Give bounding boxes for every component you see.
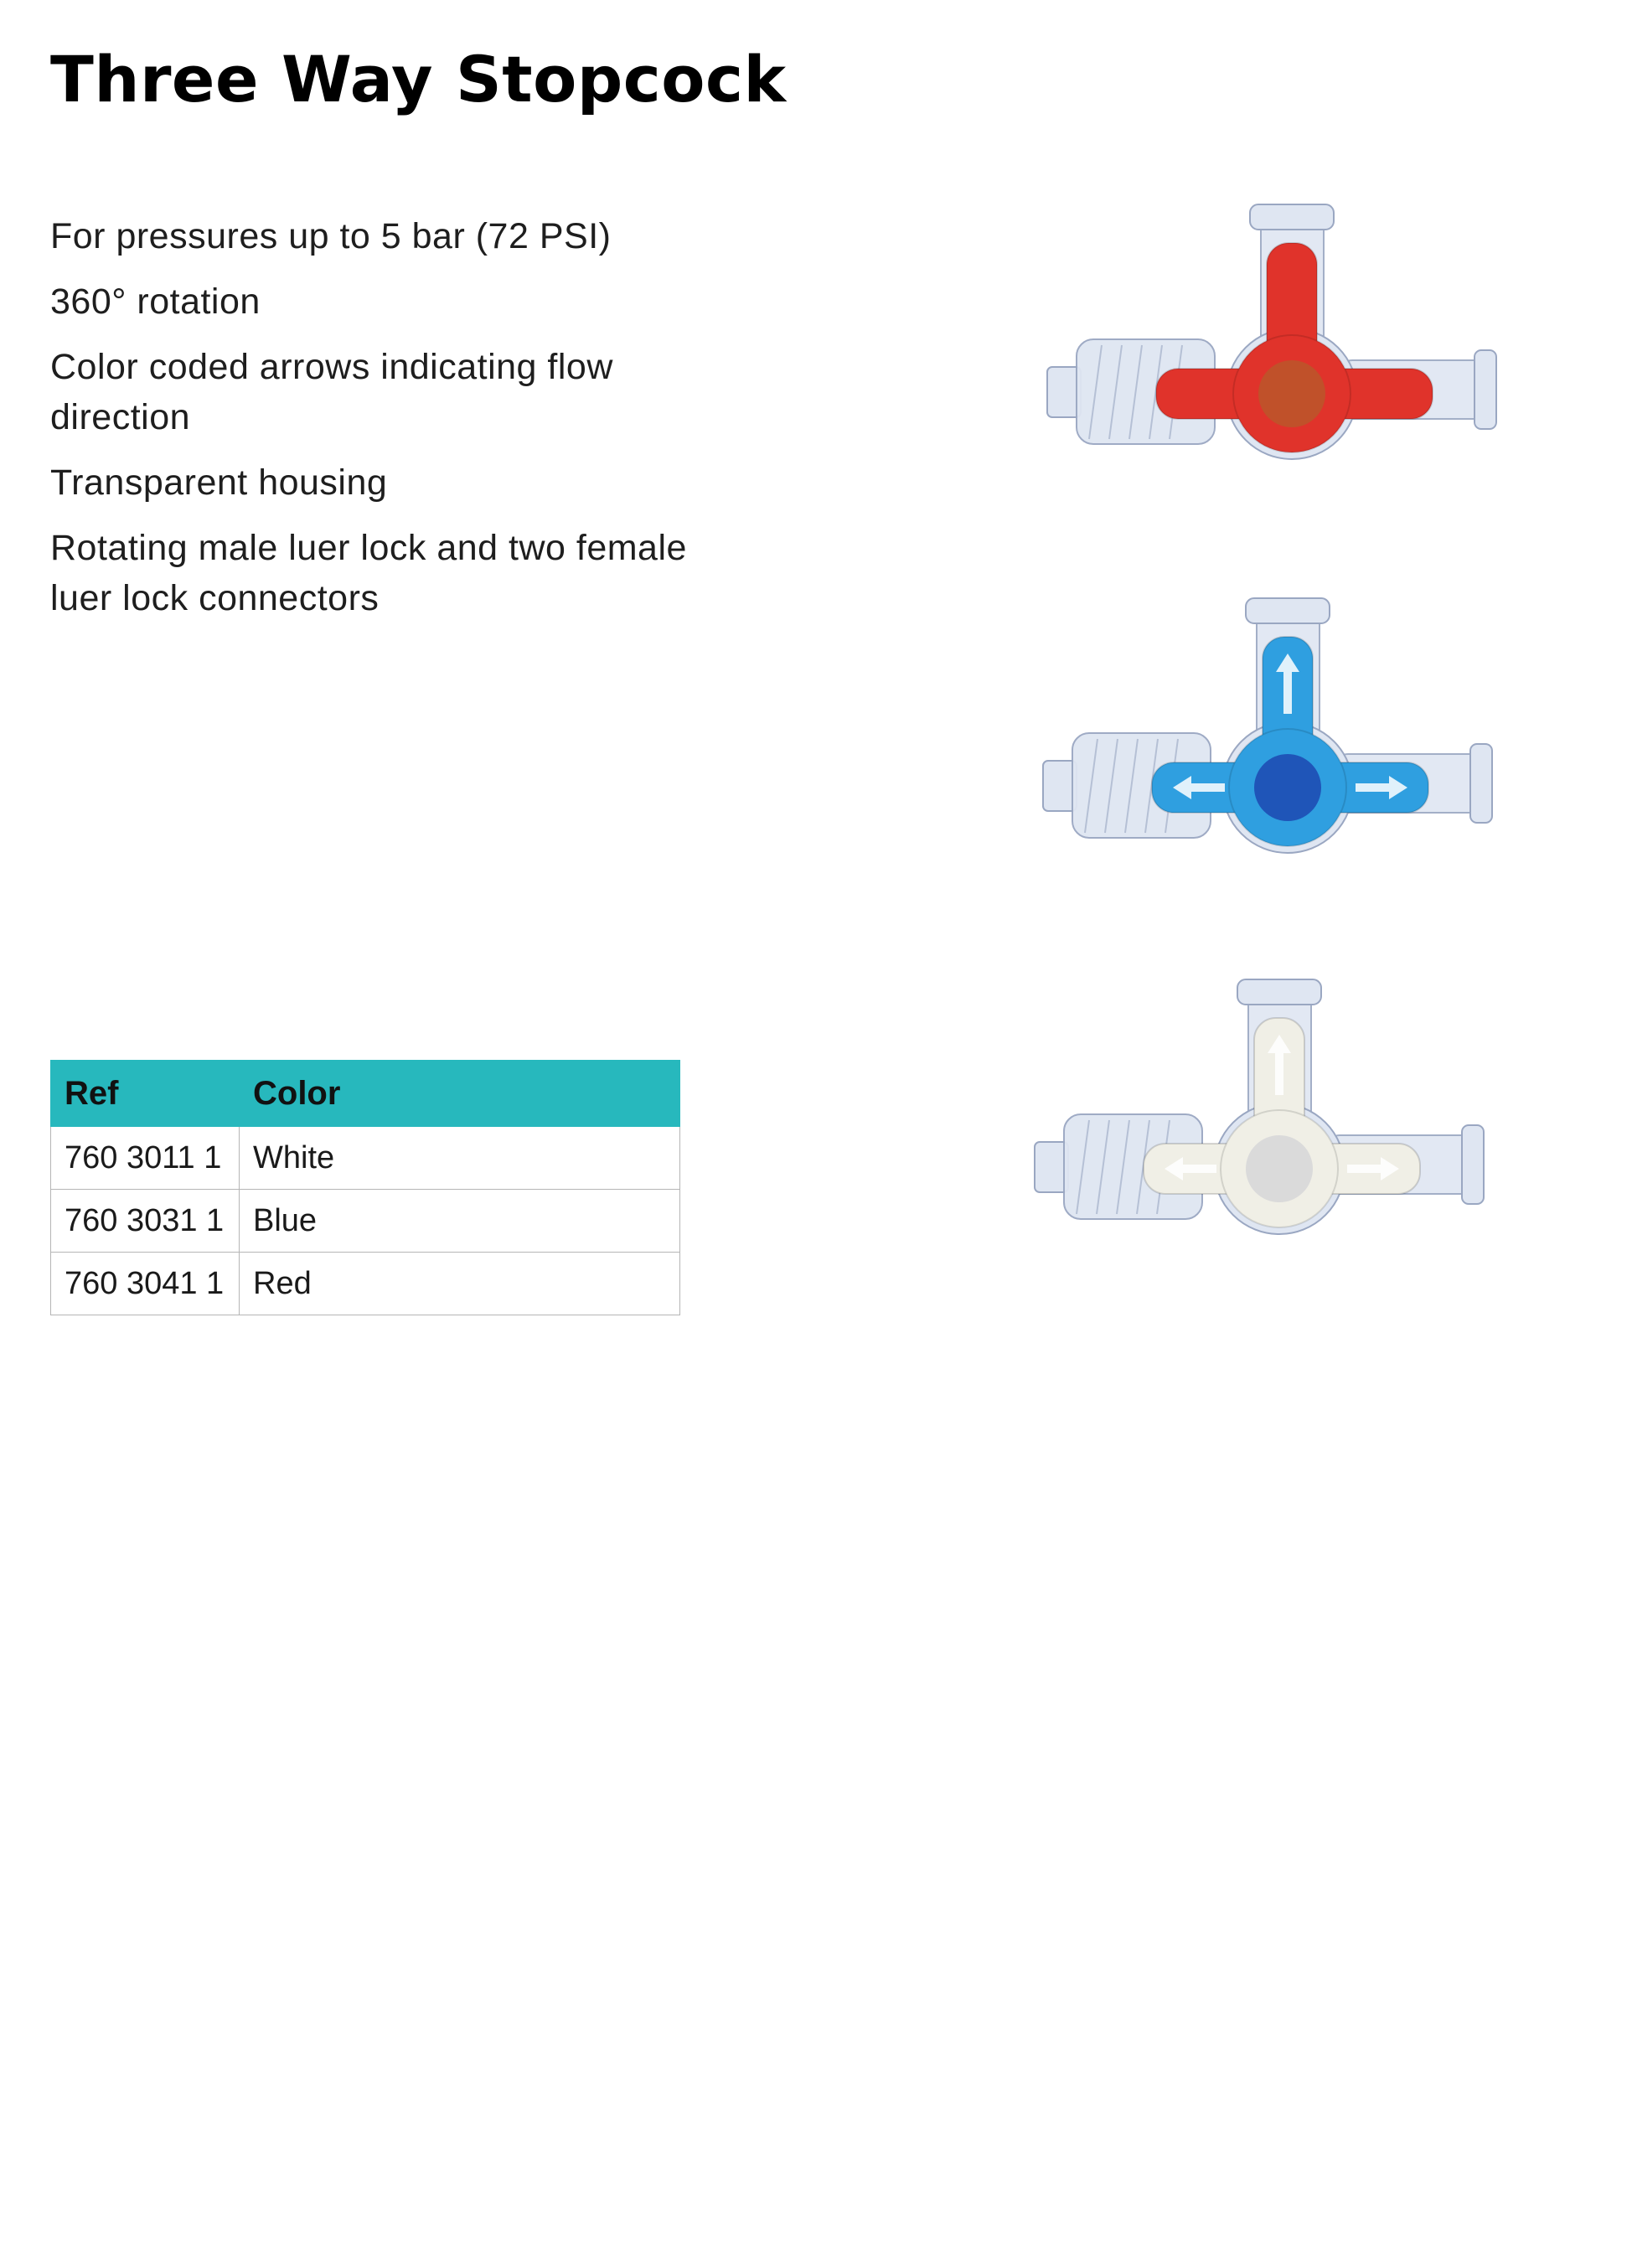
- ref-cell: 760 3031 1: [51, 1190, 240, 1253]
- feature-list: [50, 211, 720, 638]
- table-row: [51, 1190, 680, 1253]
- table-row: [51, 1253, 680, 1315]
- product-table: [50, 1060, 680, 1315]
- table-header-row: [51, 1061, 680, 1127]
- red-stopcock-image: [1030, 193, 1516, 486]
- color-cell: White: [240, 1127, 680, 1190]
- feature-item: Rotating male luer lock and two female luer lock connectors: [50, 528, 687, 618]
- white-stopcock-image: [1018, 968, 1504, 1261]
- header-color: Color: [240, 1061, 680, 1127]
- feature-item: For pressures up to 5 bar (72 PSI): [50, 216, 612, 256]
- header-ref: Ref: [51, 1061, 240, 1127]
- table-row: [51, 1127, 680, 1190]
- color-cell: Blue: [240, 1190, 680, 1253]
- feature-item: Color coded arrows indicating flow direction: [50, 347, 613, 437]
- feature-item: 360° rotation: [50, 282, 261, 322]
- color-cell: Red: [240, 1253, 680, 1315]
- ref-cell: 760 3011 1: [51, 1127, 240, 1190]
- blue-stopcock-image: [1026, 586, 1512, 880]
- ref-cell: 760 3041 1: [51, 1253, 240, 1315]
- feature-item: Transparent housing: [50, 462, 388, 503]
- page-title: Three Way Stopcock: [50, 42, 787, 116]
